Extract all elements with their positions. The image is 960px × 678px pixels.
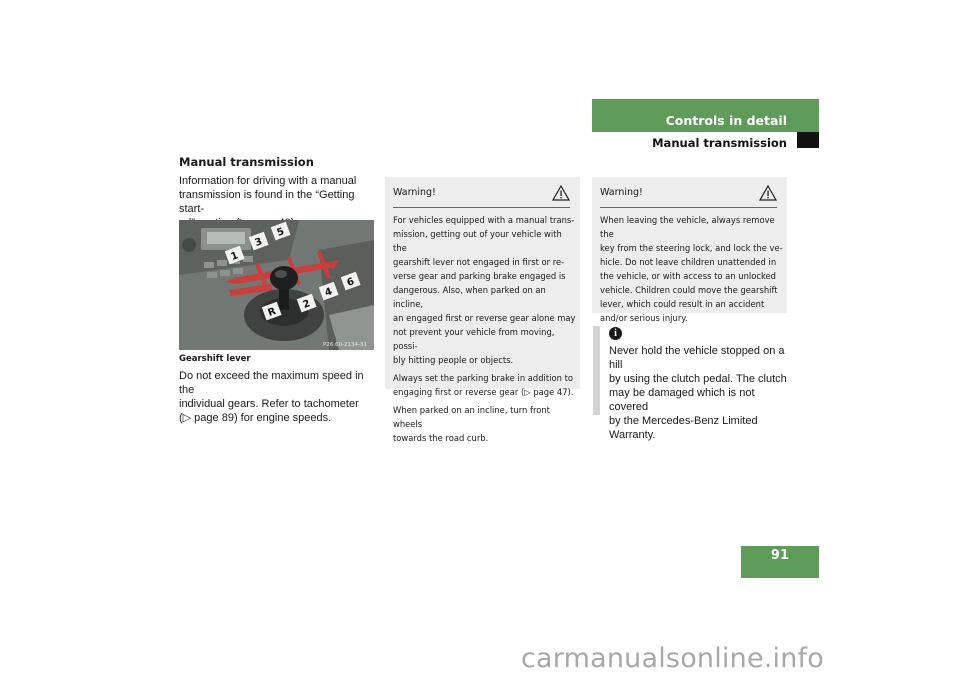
gear-label: R xyxy=(266,306,278,320)
text-line: When parked on an incline, turn front wheels xyxy=(393,405,550,429)
body-line: (▷ page 89) for engine speeds. xyxy=(179,412,332,424)
note-bar xyxy=(593,326,600,415)
warning-body xyxy=(393,213,576,449)
warning-triangle-icon xyxy=(552,185,570,201)
text-line: mission, getting out of your vehicle with the xyxy=(393,229,562,253)
gear-label: 3 xyxy=(253,236,264,250)
text-line: key from the steering lock, and lock the ve- xyxy=(600,243,783,253)
text-line: For vehicles equipped with a manual trans- xyxy=(393,215,575,225)
intro-line: Information for driving with a manual xyxy=(179,175,357,187)
note-text xyxy=(609,344,794,442)
gear-label: 6 xyxy=(345,276,356,290)
warning-header xyxy=(600,185,777,208)
info-icon: i xyxy=(609,327,622,340)
warning-header xyxy=(393,185,570,208)
figure-caption: Gearshift lever xyxy=(179,354,251,364)
text-line: lever, which could result in an accident xyxy=(600,299,765,309)
gear-label: 1 xyxy=(229,250,240,264)
warning-box xyxy=(385,177,580,443)
gear-label: 5 xyxy=(275,226,286,240)
text-line: Never hold the vehicle stopped on a hill xyxy=(609,345,785,371)
warning-title: Warning! xyxy=(600,187,643,198)
text-line: an engaged first or reverse gear alone may xyxy=(393,313,576,323)
gearshift-photo xyxy=(179,220,374,350)
text-line: the vehicle, or with access to an unlocked xyxy=(600,271,776,281)
page-number: 91 xyxy=(770,548,789,563)
section-title: Controls in detail xyxy=(665,113,787,128)
text-line: engaging first or reverse gear (▷ page 47). xyxy=(393,387,574,397)
warning-title: Warning! xyxy=(393,187,436,198)
body-line: individual gears. Refer to tachometer xyxy=(179,398,359,410)
topic-title: Manual transmission xyxy=(652,136,787,150)
text-line: dangerous. Also, when parked on an incline, xyxy=(393,285,546,309)
warning-triangle-icon xyxy=(759,185,777,201)
warning-paragraph xyxy=(393,403,576,445)
gearshift-illustration xyxy=(179,220,374,350)
text-line: hicle. Do not leave children unattended in xyxy=(600,257,777,267)
text-line: by the Mercedes-Benz Limited xyxy=(609,415,758,427)
text-line: and/or serious injury. xyxy=(600,313,688,323)
text-line: Always set the parking brake in addition to xyxy=(393,373,574,383)
page-heading: Manual transmission xyxy=(179,155,314,169)
watermark: carmanualsonline.info xyxy=(521,643,824,674)
warning-paragraph xyxy=(393,371,576,399)
gear-label: 2 xyxy=(301,298,312,312)
text-line: towards the road curb. xyxy=(393,433,489,443)
text-line: gearshift lever not engaged in first or re- xyxy=(393,257,565,267)
text-line: verse gear and parking brake engaged is xyxy=(393,271,566,281)
warning-body xyxy=(600,213,783,325)
body-paragraph xyxy=(179,369,379,425)
header-tab-marker xyxy=(797,132,819,148)
text-line: bly hitting people or objects. xyxy=(393,355,514,365)
warning-paragraph xyxy=(393,213,576,367)
text-line: by using the clutch pedal. The clutch xyxy=(609,373,787,385)
text-line: vehicle. Children could move the gearshift xyxy=(600,285,778,295)
body-line: Do not exceed the maximum speed in the xyxy=(179,370,364,396)
text-line: may be damaged which is not covered xyxy=(609,387,755,413)
text-line: not prevent your vehicle from moving, possi- xyxy=(393,327,555,351)
warning-box xyxy=(592,177,787,323)
figure-code: P26.60-2134-31 xyxy=(323,342,368,348)
text-line: When leaving the vehicle, always remove the xyxy=(600,215,775,239)
intro-line: transmission is found in the “Getting start- xyxy=(179,189,355,215)
gear-label: 4 xyxy=(323,286,334,300)
text-line: Warranty. xyxy=(609,429,656,441)
